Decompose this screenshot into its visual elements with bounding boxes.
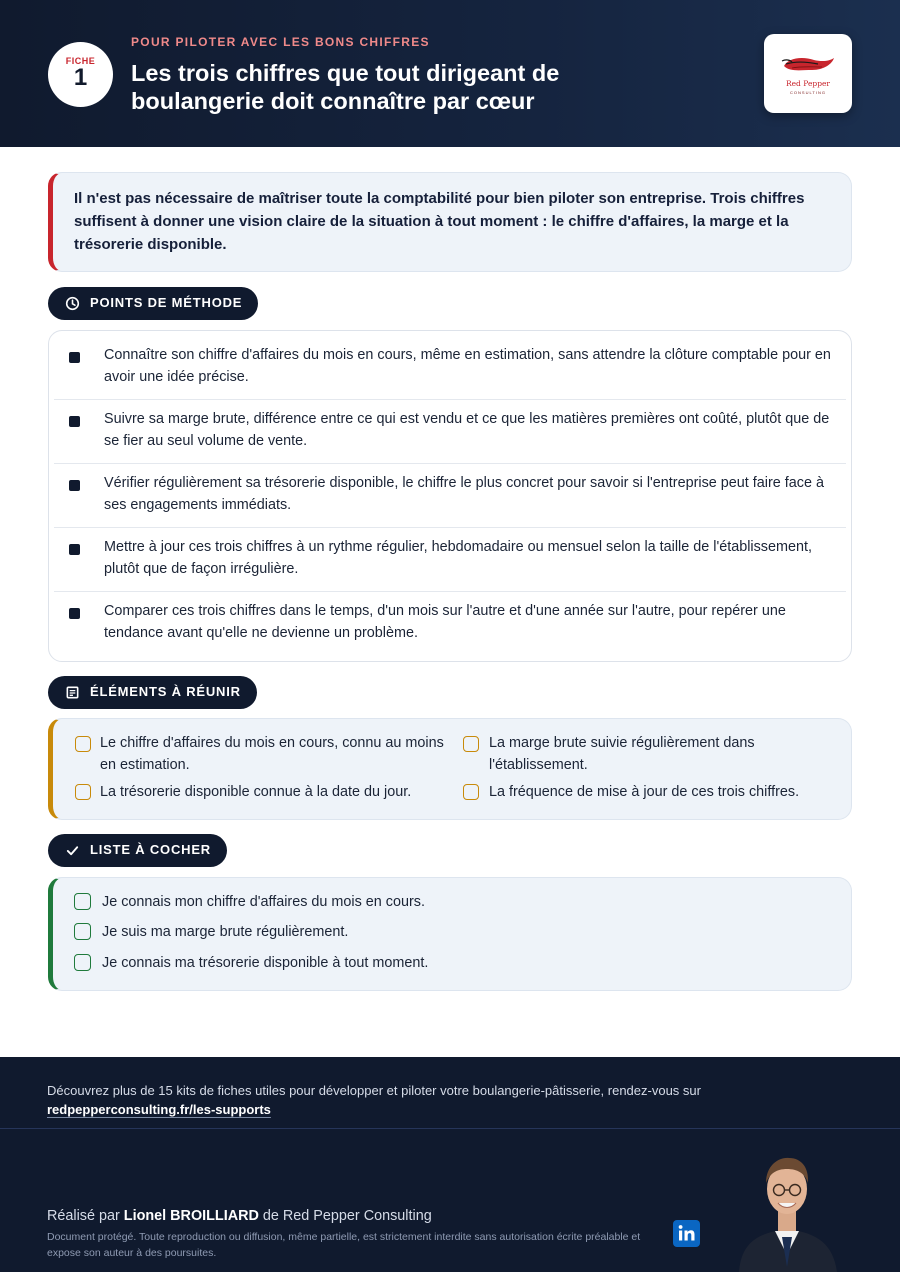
red-pepper-logo (764, 34, 852, 113)
checklist-item: Je connais mon chiffre d'affaires du mois en cours. (102, 894, 425, 910)
checkbox[interactable] (74, 954, 91, 971)
section-pill-method (48, 287, 258, 320)
fiche-badge (48, 42, 113, 107)
footer-divider (0, 1128, 900, 1129)
logo-tagline: CONSULTING (790, 90, 826, 95)
section-pill-checklist (48, 834, 227, 867)
method-item (54, 528, 846, 592)
checklist-item: Je connais ma trésorerie disponible à tout moment. (102, 955, 429, 971)
fiche-number: 1 (73, 64, 88, 91)
fiche-label: FICHE (65, 56, 96, 66)
bullet (69, 416, 80, 427)
section-label-method: POINTS DE MÉTHODE (90, 295, 243, 310)
checkbox[interactable] (463, 784, 479, 800)
linkedin-icon[interactable] (673, 1220, 700, 1247)
section-label-checklist: LISTE À COCHER (90, 842, 211, 857)
bullet (69, 352, 80, 363)
method-item (54, 400, 846, 464)
page-title: Les trois chiffres que tout dirigeant de boulangerie doit connaître par cœur (131, 60, 560, 114)
method-item-text: Connaître son chiffre d'affaires du mois en cours, même en estimation, sans attendre la clôture comptable pour en avoir une idée précise. (104, 347, 831, 385)
method-item-text: Mettre à jour ces trois chiffres à un rythme régulier, hebdomadaire ou mensuel selon la taille de l'établissement, plutôt que de façon irrégulière. (104, 539, 812, 577)
author-portrait (725, 1145, 850, 1272)
method-item-text: Suivre sa marge brute, différence entre ce qui est vendu et ce que les matières premières ont coûté, plutôt que de se fier au seul volume de vente. (104, 411, 830, 449)
checkmark-icon (65, 843, 80, 858)
intro-text: Il n'est pas nécessaire de maîtriser toute la comptabilité pour bien piloter son entreprise. Trois chiffres suffisent à donner une vision claire de la situation à tout moment : le chiffre d'affaires, la marge et la trésorerie disponible. (74, 190, 805, 253)
author-prefix: Réalisé par (47, 1208, 120, 1224)
footer-link[interactable]: redpepperconsulting.fr/les-supports (47, 1102, 271, 1117)
footer-promo-text: Découvrez plus de 15 kits de fiches utiles pour développer et piloter votre boulangerie-pâtisserie, rendez-vous sur (47, 1083, 701, 1098)
footer (0, 1057, 900, 1272)
element-item: La trésorerie disponible connue à la date du jour. (100, 784, 412, 800)
checkbox[interactable] (74, 893, 91, 910)
checkbox[interactable] (75, 784, 91, 800)
bullet (69, 480, 80, 491)
bullet (69, 544, 80, 555)
method-item (54, 336, 846, 400)
author-suffix: de Red Pepper Consulting (262, 1208, 432, 1224)
method-item-text: Vérifier régulièrement sa trésorerie disponible, le chiffre le plus concret pour savoir si l'entreprise peut faire face à ses engagements immédiats. (104, 475, 824, 513)
author-credit (47, 1208, 432, 1224)
checkbox[interactable] (75, 736, 91, 752)
method-item-text: Comparer ces trois chiffres dans le temps, d'un mois sur l'autre et d'une année sur l'autre, pour repérer une tendance avant qu'elle ne devienne un problème. (104, 603, 786, 641)
footer-promo (47, 1081, 847, 1119)
bullet (69, 608, 80, 619)
method-item (54, 592, 846, 656)
checklist-card (48, 877, 852, 991)
author-name: Lionel BROILLIARD (123, 1208, 259, 1224)
elements-card (48, 718, 852, 820)
document-icon (65, 685, 80, 700)
element-item: Le chiffre d'affaires du mois en cours, connu au moins en estimation. (100, 735, 444, 773)
section-label-elements: ÉLÉMENTS À RÉUNIR (90, 684, 241, 699)
kicker: POUR PILOTER AVEC LES BONS CHIFFRES (131, 35, 430, 49)
pepper-icon (778, 52, 838, 78)
intro-callout (48, 172, 852, 272)
method-card (48, 330, 852, 662)
header-banner (0, 0, 900, 147)
element-item: La marge brute suivie régulièrement dans l'établissement. (489, 735, 755, 773)
method-item (54, 464, 846, 528)
logo-brand: Red Pepper (785, 79, 831, 88)
section-pill-elements (48, 676, 257, 709)
clock-icon (65, 296, 80, 311)
element-item: La fréquence de mise à jour de ces trois chiffres. (489, 784, 800, 800)
legal-notice: Document protégé. Toute reproduction ou diffusion, même partielle, est strictement interdite sans autorisation écrite préalable et expose son auteur à des poursuites. (47, 1231, 641, 1259)
checkbox[interactable] (74, 923, 91, 940)
checklist-item: Je suis ma marge brute régulièrement. (102, 924, 349, 940)
checkbox[interactable] (463, 736, 479, 752)
